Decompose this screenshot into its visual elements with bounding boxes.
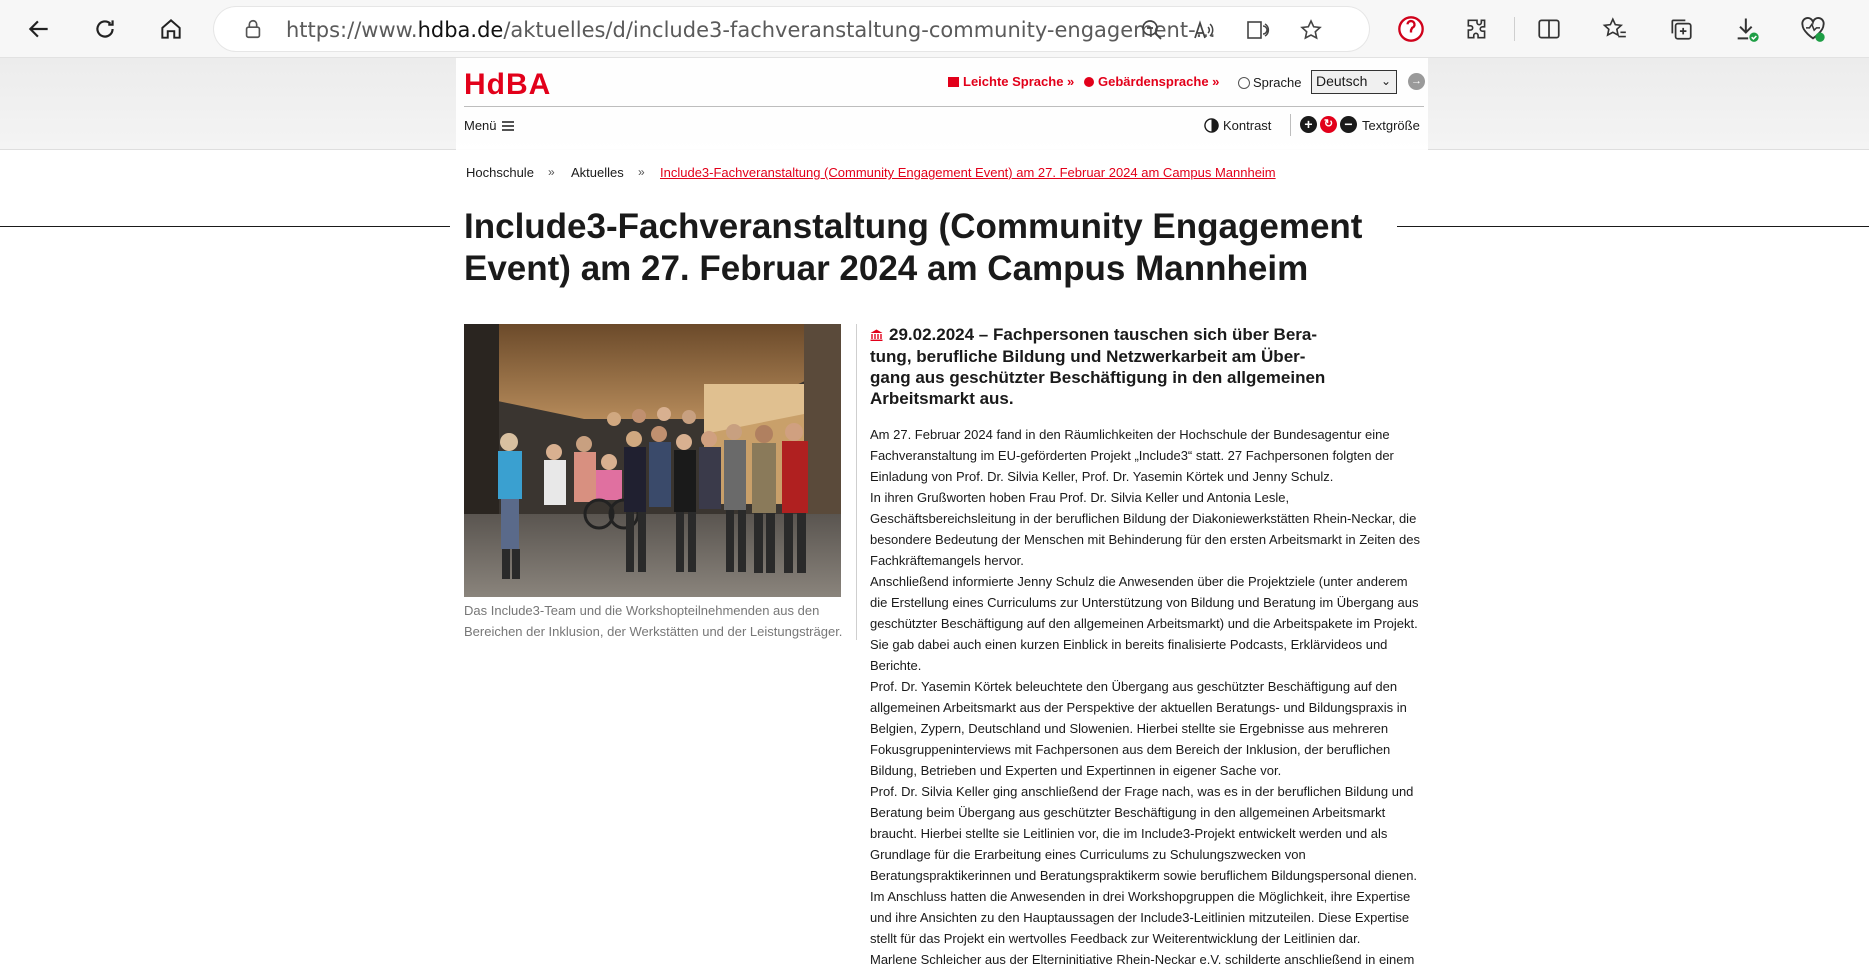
contrast-icon: [1204, 118, 1219, 136]
breadcrumb-item-aktuelles[interactable]: Aktuelles: [571, 165, 624, 180]
browser-essentials-button[interactable]: [1797, 13, 1829, 45]
article-paragraph: Prof. Dr. Silvia Keller ging anschließend der Frage nach, was es in der beruflichen Bildung und Beratung beim Übergang aus geschützter Beschäftigung in den allgemeinen Arbeitsmarkt braucht. Hierbei stellte sie Leitlinien vor, die im Include3-Projekt entwickelt werden und als Grundlage für die Erarbeitung eines Curriculums zu Schulungszwecken von Beratungspraktikerinnen und Beratungspraktikerm sowie beruflichem Bildungspersonal dienen.: [870, 784, 1418, 883]
split-screen-button[interactable]: [1533, 13, 1565, 45]
address-bar[interactable]: [214, 7, 1369, 51]
sprache-label: Sprache: [1238, 75, 1301, 90]
language-select[interactable]: [1311, 70, 1397, 94]
site-header-inner: [456, 58, 1428, 150]
article-paragraph: In ihren Grußworten hoben Frau Prof. Dr. Silvia Keller und Antonia Lesle, Geschäftsbereichsleitung in der beruflichen Bildung der Diakoniewerkstätten Rhein-Neckar, die besondere Bedeutung der Menschen mit Behinderung für den ersten Arbeitsmarkt in Zeiten des Fachkräftemangels hervor.: [870, 490, 1420, 568]
textgroesse-label: Textgröße: [1362, 118, 1420, 133]
red-extension-icon: [1397, 15, 1425, 43]
gebaerdensprache-link[interactable]: Gebärdensprache »: [1084, 74, 1219, 89]
split-screen-icon: [1536, 16, 1562, 42]
reload-icon: [92, 16, 118, 42]
article-paragraph: Anschließend informierte Jenny Schulz die Anwesenden über die Projektziele (unter anderem die Erstellung eines Curriculums zur Unterstützung von Bildung und Beratung im Übergang aus geschützter Beschäftigung auf den allgemeinen Arbeitsmarkt) und die Arbeitspakete im Projekt. Sie gab dabei auch einen kurzen Einblick in bereits finalisierte Podcasts, Erklärvideos und Berichte.: [870, 574, 1419, 673]
read-aloud-button[interactable]: [1190, 16, 1218, 44]
page-title: Include3-Fachveranstaltung (Community Engagement Event) am 27. Februar 2024 am Campus Mannheim: [464, 207, 1363, 288]
immersive-reader-icon: [1246, 18, 1270, 42]
arrow-left-icon: [26, 16, 52, 42]
title-rule-left: [0, 226, 450, 227]
institution-icon: [870, 325, 883, 346]
url-text[interactable]: https://www.hdba.de/aktuelles/d/include3-fachveranstaltung-community-engagement-...: [286, 18, 1216, 42]
lock-icon: [242, 18, 264, 40]
globe-icon: [1238, 77, 1250, 89]
download-icon: [1733, 15, 1761, 43]
text-reset-button[interactable]: ↻: [1320, 116, 1337, 133]
easy-language-icon: [948, 77, 959, 87]
home-icon: [158, 16, 184, 42]
menu-button[interactable]: Menü: [464, 118, 514, 134]
toolbar-divider: [1514, 17, 1515, 41]
breadcrumb-current[interactable]: Include3-Fachveranstaltung (Community Engagement Event) am 27. Februar 2024 am Campus Mannheim: [660, 165, 1276, 180]
language-go-button[interactable]: →: [1408, 73, 1425, 90]
article-paragraph: Prof. Dr. Yasemin Körtek beleuchtete den Übergang aus geschützter Beschäftigung auf den allgemeinen Arbeitsmarkt aus der Perspektive der aktuellen Beratungs- und Bildungspraxis in Belgien, Zypern, Deutschland und Slowenien. Hierbei stellte sie Ergebnisse aus mehreren Fokusgruppeninterviews mit Fachpersonen aus dem Bereich der Inklusion, der beruflichen Bildung, Betrieben und Experten und Expertinnen in eigener Sache vor.: [870, 679, 1407, 778]
favorite-button[interactable]: [1297, 16, 1325, 44]
read-aloud-icon: [1192, 18, 1216, 42]
column-divider: [856, 324, 857, 640]
downloads-button[interactable]: [1731, 13, 1763, 45]
zoom-out-icon: [1140, 18, 1164, 42]
leichte-sprache-link[interactable]: Leichte Sprache »: [948, 74, 1074, 89]
article-body: [870, 424, 1426, 970]
collections-button[interactable]: [1665, 13, 1697, 45]
text-increase-button[interactable]: +: [1300, 116, 1317, 133]
star-icon: [1299, 18, 1323, 42]
browser-toolbar: [0, 0, 1869, 58]
site-header: [0, 58, 1869, 150]
sign-language-icon: [1084, 77, 1094, 87]
article-lead: 29.02.2024 – Fachpersonen tauschen sich über Bera-tung, berufliche Bildung und Netzwerkarbeit am Über-gang aus geschützter Beschäftigung in den allgemeinen Arbeitsmarkt aus.: [870, 325, 1326, 409]
article-paragraph: Im Anschluss hatten die Anwesenden in drei Workshopgruppen die Möglichkeit, ihre Expertise und ihre Ansichten zu den Hauptaussagen der Include3-Leitlinien mitzuteilen. Diese Expertise stellt für das Projekt ein wertvolles Feedback zur Weiterentwicklung der Leitlinien dar.: [870, 889, 1411, 946]
photo-caption: Das Include3-Team und die Workshopteilnehmenden aus den Bereichen der Inklusion, der Werkstätten und der Leistungsträger.: [464, 603, 843, 639]
reload-button[interactable]: [85, 9, 125, 49]
collections-icon: [1668, 16, 1694, 42]
breadcrumb-item-hochschule[interactable]: Hochschule: [466, 165, 534, 180]
kontrast-toggle[interactable]: Kontrast: [1204, 118, 1271, 136]
text-decrease-button[interactable]: −: [1340, 116, 1357, 133]
language-select-value: Deutsch: [1316, 73, 1368, 89]
header-divider: [464, 106, 1424, 107]
zoom-button[interactable]: [1138, 16, 1166, 44]
extensions-button[interactable]: [1461, 13, 1493, 45]
puzzle-icon: [1464, 16, 1490, 42]
hdba-logo[interactable]: HdBA: [464, 68, 552, 101]
breadcrumb-separator-icon: »: [638, 165, 645, 179]
heart-pulse-icon: [1799, 15, 1827, 43]
article-paragraph: Marlene Schleicher aus der Elterninitiative Rhein-Neckar e.V. schilderte anschließend in einem: [870, 952, 1415, 967]
immersive-reader-button[interactable]: [1244, 16, 1272, 44]
favorites-button[interactable]: [1599, 13, 1631, 45]
chevron-down-icon: ⌄: [1380, 74, 1391, 88]
article-photo: [464, 324, 841, 597]
home-button[interactable]: [151, 9, 191, 49]
hamburger-icon: [502, 119, 514, 134]
favorites-star-icon: [1602, 16, 1628, 42]
back-button[interactable]: [19, 9, 59, 49]
header-small-divider: [1290, 114, 1291, 136]
title-rule-right: [1397, 226, 1869, 227]
extension-red-button[interactable]: [1395, 13, 1427, 45]
article-paragraph: Am 27. Februar 2024 fand in den Räumlichkeiten der Hochschule der Bundesagentur eine Fachveranstaltung im EU-geförderten Projekt „Include3“ statt. 27 Fachpersonen folgten der Einladung von Prof. Dr. Silvia Keller, Prof. Dr. Yasemin Körtek und Jenny Schulz.: [870, 427, 1394, 484]
breadcrumb-separator-icon: »: [548, 165, 555, 179]
